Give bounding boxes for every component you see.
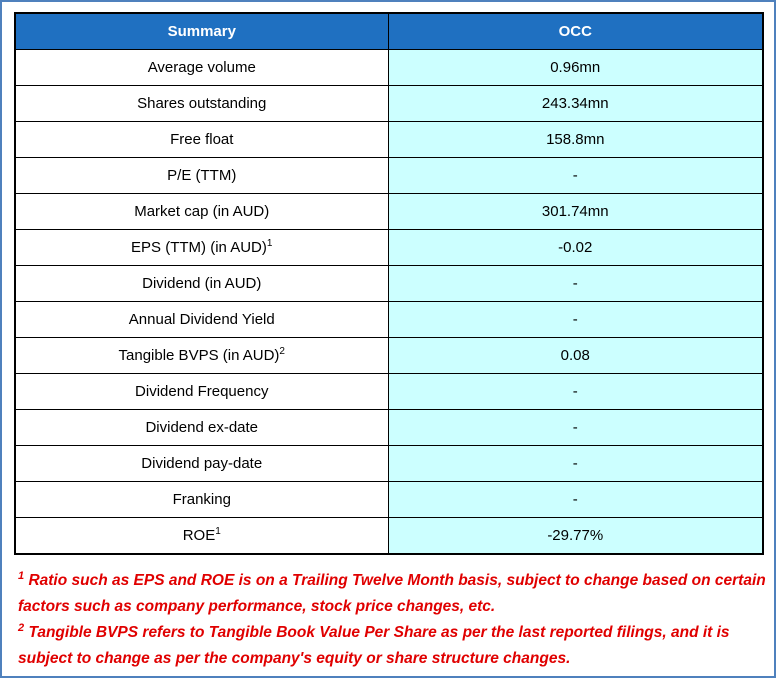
table-row (15, 86, 763, 122)
row-value: - (388, 266, 763, 302)
row-value: 158.8mn (388, 122, 763, 158)
row-label: Shares outstanding (15, 86, 388, 122)
row-label: EPS (TTM) (in AUD)$^1$ (15, 230, 388, 266)
row-value: - (388, 374, 763, 410)
row-label: Dividend ex-date (15, 410, 388, 446)
row-value: - (388, 158, 763, 194)
table-row (15, 518, 763, 555)
table-row (15, 158, 763, 194)
header-ticker: OCC (388, 13, 763, 50)
row-label: Tangible BVPS (in AUD)$^2$ (15, 338, 388, 374)
row-value: - (388, 302, 763, 338)
table-row (15, 266, 763, 302)
table-row (15, 194, 763, 230)
row-label: Dividend pay-date (15, 446, 388, 482)
row-label: ROE$^1$ (15, 518, 388, 555)
row-value: 0.08 (388, 338, 763, 374)
row-value: - (388, 482, 763, 518)
table-row (15, 50, 763, 86)
table-row (15, 230, 763, 266)
summary-table-wrapper (14, 12, 764, 555)
table-row (15, 338, 763, 374)
row-value: 301.74mn (388, 194, 763, 230)
header-summary: Summary (15, 13, 388, 50)
row-value: 0.96mn (388, 50, 763, 86)
row-label: Free float (15, 122, 388, 158)
row-label: Market cap (in AUD) (15, 194, 388, 230)
table-row (15, 122, 763, 158)
row-value: -29.77% (388, 518, 763, 555)
table-row (15, 446, 763, 482)
table-header-row (15, 13, 763, 50)
table-row (15, 374, 763, 410)
footnote-1: $^1$ Ratio such as EPS and ROE is on a Trailing Twelve Month basis, subject to change based on certain factors such as company performance, stock price changes, etc. (18, 569, 766, 615)
row-value: - (388, 446, 763, 482)
row-label: Dividend Frequency (15, 374, 388, 410)
row-label: Dividend (in AUD) (15, 266, 388, 302)
row-value: -0.02 (388, 230, 763, 266)
table-row (15, 410, 763, 446)
summary-table (14, 12, 764, 555)
footnotes (18, 568, 766, 672)
row-label: Franking (15, 482, 388, 518)
row-label: Annual Dividend Yield (15, 302, 388, 338)
table-row (15, 302, 763, 338)
footnote-2: $^2$ Tangible BVPS refers to Tangible Book Value Per Share as per the last reported filings, and it is subject to change as per the company's equity or share structure changes. (18, 621, 730, 667)
table-row (15, 482, 763, 518)
row-value: - (388, 410, 763, 446)
row-label: P/E (TTM) (15, 158, 388, 194)
row-value: 243.34mn (388, 86, 763, 122)
row-label: Average volume (15, 50, 388, 86)
